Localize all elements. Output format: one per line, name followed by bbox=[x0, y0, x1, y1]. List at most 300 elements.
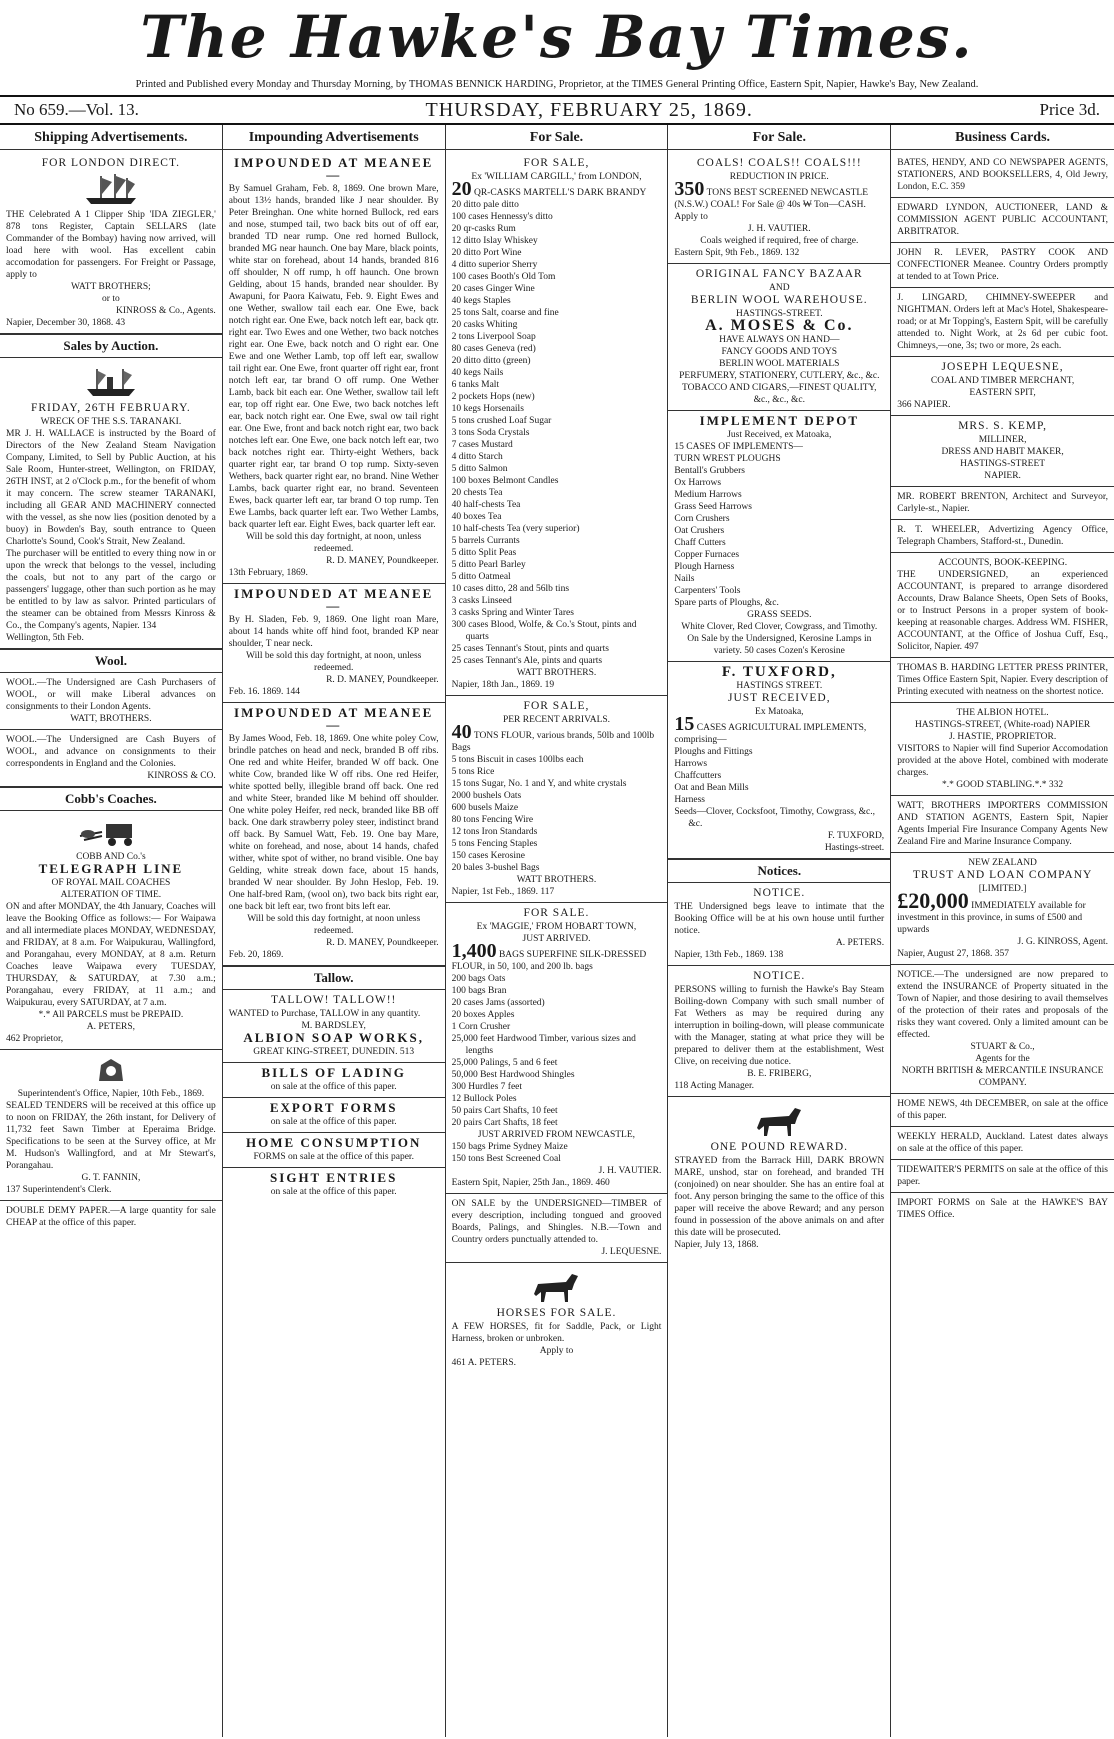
list-item: 2 tons Liverpool Soap bbox=[451, 332, 536, 342]
list-item: 20 casks Whiting bbox=[451, 320, 518, 330]
ad-signature: Hastings-street. bbox=[824, 843, 885, 853]
column-heading: For Sale. bbox=[668, 127, 890, 150]
list-item: Carpenters' Tools bbox=[674, 586, 741, 596]
ad-signature: WATT BROTHERS. bbox=[516, 875, 597, 885]
list-item: Medium Harrows bbox=[674, 490, 742, 500]
ad-recent-arrivals bbox=[446, 696, 668, 903]
ad-subtitle: HAVE ALWAYS ON HAND— bbox=[719, 335, 840, 345]
card-title: TRUST AND LOAN COMPANY bbox=[912, 869, 1093, 881]
list-item: 2000 bushels Oats bbox=[451, 791, 522, 801]
ad-street: HASTINGS STREET. bbox=[736, 681, 823, 691]
ad-agent: KINROSS & Co., Agents. bbox=[116, 306, 216, 316]
list-item: 40 kegs Staples bbox=[451, 296, 511, 306]
ad-cobb-coaches bbox=[0, 811, 222, 1050]
list-item: 10 cases ditto, 28 and 56lb tins bbox=[451, 584, 570, 594]
list-item: 20 bales 3-bushel Bags bbox=[451, 863, 540, 873]
section-heading: Notices. bbox=[668, 859, 890, 883]
ad-body: PERSONS willing to furnish the Hawke's Bay Steam Boiling-down Company with such small number of Fat Wethers as may be required during any interruption in boiling-down, will please communicate with the Manager, stating at what price they will be prepared to deliver them at the establishment, West Clive, on receiving due notice. bbox=[674, 985, 885, 1067]
ad-body: THE Undersigned begs leave to intimate that the Booking Office will be at his own house until further notice. bbox=[674, 902, 885, 936]
ad-signature: KINROSS & CO. bbox=[147, 771, 216, 781]
list-item: Bentall's Grubbers bbox=[674, 466, 745, 476]
column-for-sale-2 bbox=[668, 125, 891, 1737]
list-item: 100 cases Booth's Old Tom bbox=[451, 272, 556, 282]
ad-title: IMPLEMENT DEPOT bbox=[699, 413, 859, 428]
ad-signature: R. D. MANEY, Poundkeeper. bbox=[326, 675, 439, 685]
ad-sealed-tenders bbox=[0, 1050, 222, 1201]
ad-or: or to bbox=[102, 294, 120, 304]
masthead bbox=[0, 0, 1114, 75]
list-item: 5 tons Fencing Staples bbox=[451, 839, 538, 849]
card-body: THE UNDERSIGNED, an experienced ACCOUNTANT, is prepared to arrange disordered Accounts, Draw Balance Sheets, Open Sets of Books, or to Instruct Persons in a proper system of book-keeping at reasonable charges. Address WM. FISHER, ACCOUNTANT, at the Office of Joshua Cuff, Esq., Solicitor, Napier. 497 bbox=[897, 570, 1108, 652]
ad-title: SIGHT ENTRIES bbox=[270, 1170, 398, 1185]
list-item: 20 ditto Port Wine bbox=[451, 248, 522, 258]
list-item: 40 half-chests Tea bbox=[451, 500, 521, 510]
ad-signature: B. E. FRIBERG, bbox=[747, 1069, 812, 1079]
ad-quantity: 1,400 bbox=[451, 940, 497, 962]
ad-quantity: 15 bbox=[674, 713, 695, 735]
ad-body: WOOL.—The Undersigned are Cash Purchasers of WOOL, or will make Liberal advances on consignments to their London Agents. bbox=[6, 678, 216, 712]
ad-subtitle: GRASS SEEDS. bbox=[747, 610, 812, 620]
ad-signature: WATT BROTHERS. bbox=[516, 668, 597, 678]
card-sub: J. HASTIE, PROPRIETOR. bbox=[948, 732, 1057, 742]
card-bates-hendy bbox=[891, 153, 1114, 198]
ad-date: Napier, 1st Feb., 1869. 117 bbox=[451, 887, 555, 897]
ad-body: A FEW HORSES, fit for Saddle, Pack, or Light Harness, broken or unbroken. bbox=[451, 1322, 662, 1344]
ad-date: Eastern Spit, 9th Feb., 1869. 132 bbox=[674, 248, 800, 258]
list-item: Chaffcutters bbox=[674, 771, 722, 781]
card-body: TIDEWAITER'S PERMITS on sale at the office of this paper. bbox=[897, 1165, 1108, 1187]
list-item: 5 barrels Currants bbox=[451, 536, 520, 546]
card-address: 366 NAPIER. bbox=[897, 400, 951, 410]
column-heading: Business Cards. bbox=[891, 127, 1114, 150]
ad-wool-watt bbox=[0, 673, 222, 730]
ad-title: FOR SALE. bbox=[523, 907, 590, 919]
ad-address: GREAT KING-STREET, DUNEDIN. 513 bbox=[253, 1047, 415, 1057]
ad-demy-paper bbox=[0, 1201, 222, 1233]
list-item: 12 Bullock Poles bbox=[451, 1094, 517, 1104]
ad-body: By H. Sladen, Feb. 9, 1869. One light roan Mare, about 14 hands white off hind foot, branded KP near shoulder, T near neck. bbox=[228, 615, 439, 649]
ad-works: ALBION SOAP WORKS, bbox=[243, 1030, 424, 1045]
ad-subtitle: on sale at the office of this paper. bbox=[270, 1117, 397, 1127]
column-heading: For Sale. bbox=[446, 127, 668, 150]
list-item: 5 tons crushed Loaf Sugar bbox=[451, 416, 552, 426]
list-item: Spare parts of Ploughs, &c. bbox=[674, 598, 779, 608]
page-columns bbox=[0, 125, 1114, 1737]
column-heading: Impounding Advertisements bbox=[223, 127, 445, 150]
list-item: &c., &c., &c. bbox=[753, 395, 806, 405]
ad-maggie-hobart bbox=[446, 903, 668, 1194]
card-note: *.* GOOD STABLING.*.* 332 bbox=[942, 780, 1064, 790]
list-item: 150 tons Best Screened Coal bbox=[451, 1154, 561, 1164]
card-date: Napier, August 27, 1868. 357 bbox=[897, 949, 1009, 959]
ad-signature: F. TUXFORD, bbox=[827, 831, 885, 841]
column-heading: Shipping Advertisements. bbox=[0, 127, 222, 150]
ad-subtitle: PER RECENT ARRIVALS. bbox=[502, 715, 611, 725]
card-body: R. T. WHEELER, Advertizing Agency Office, Telegraph Chambers, Stafford-st., Dunedin. bbox=[897, 525, 1108, 547]
list-item: 25 tons Salt, coarse and fine bbox=[451, 308, 559, 318]
card-body: MR. ROBERT BRENTON, Architect and Surveyor, Carlyle-st., Napier. bbox=[897, 492, 1108, 514]
card-name: MRS. S. KEMP, bbox=[958, 420, 1047, 432]
ad-title: ONE POUND REWARD. bbox=[710, 1141, 848, 1153]
ad-subtitle: on sale at the office of this paper. bbox=[270, 1082, 397, 1092]
list-item: 200 bags Oats bbox=[451, 974, 506, 984]
list-item: 15 tons Sugar, No. 1 and Y, and white crystals bbox=[451, 779, 627, 789]
list-item: 20 ditto pale ditto bbox=[451, 200, 519, 210]
list-item: Ox Harrows bbox=[674, 478, 722, 488]
card-body: WATT, BROTHERS IMPORTERS COMMISSION AND STATION AGENTS, Eastern Spit, Napier Agents Imperial Fire Insurance Company Agents New Zealand Fire and Marine Insurance Company. bbox=[897, 801, 1108, 847]
list-item: TOBACCO AND CIGARS,—FINEST QUALITY, bbox=[682, 383, 877, 393]
list-item: 7 cases Mustard bbox=[451, 440, 513, 450]
ad-signature: A. PETERS, bbox=[86, 1022, 136, 1032]
list-item: 3 casks Linseed bbox=[451, 596, 512, 606]
section-heading: Wool. bbox=[0, 649, 222, 673]
list-item: Copper Furnaces bbox=[674, 550, 740, 560]
card-tidewaiter bbox=[891, 1160, 1114, 1193]
ad-implement-depot bbox=[668, 411, 890, 662]
card-body: J. LINGARD, CHIMNEY-SWEEPER and NIGHTMAN. Orders left at Mac's Hotel, Shakespeare-road; or at Mr Topping's, Eastern Spit, will be carefully attended to. Night Work, at 2s 6d per cubic foot. Chimneys,—one, 3s; two or more, 2s each. bbox=[897, 293, 1108, 351]
ad-body: The purchaser will be entitled to every thing now in or upon the wreck that belongs to the vessel, including the coals, but not to any part of the cargo or passengers' luggage, other than such portion as he may be entitled to by law as salvor. Printed particulars of the steamer can be obtained from Messrs Kinross & Co., the Company's agents, Napier. 134 bbox=[6, 549, 216, 631]
ad-title: COBB AND Co.'s bbox=[76, 852, 146, 862]
ad-subtitle: Ex Matoaka, bbox=[755, 707, 804, 717]
ad-body: STRAYED from the Barrack Hill, DARK BROWN MARE, unshod, star on forehead, and branded TH (conjoined) on near shoulder. She has an entire foal at foot. Any person bringing the same to the office of this paper will receive the above Reward; and any person found in possession of the above animals on and after this date will be prosecuted. bbox=[674, 1156, 885, 1238]
list-item: 4 ditto superior Sherry bbox=[451, 260, 538, 270]
ad-body: ON SALE by the UNDERSIGNED—TIMBER of every description, including tongued and grooved Boards, Palings, and Shingles. N.B.—Town and Country orders punctually attended to. bbox=[451, 1199, 662, 1245]
list-item: 20 cases Ginger Wine bbox=[451, 284, 535, 294]
ad-subtitle: REDUCTION IN PRICE. bbox=[729, 172, 829, 182]
ad-wool-kinross bbox=[0, 730, 222, 787]
ad-signature: J. H. VAUTIER. bbox=[747, 224, 811, 234]
list-item: 3 tons Soda Crystals bbox=[451, 428, 530, 438]
ad-note: *.* All PARCELS must be PREPAID. bbox=[38, 1010, 184, 1020]
list-item: 25,000 Palings, 5 and 6 feet bbox=[451, 1058, 558, 1068]
ad-title: JUST RECEIVED, bbox=[727, 692, 831, 704]
list-item: 150 cases Kerosine bbox=[451, 851, 525, 861]
card-body: IMPORT FORMS on Sale at the HAWKE'S BAY TIMES Office. bbox=[897, 1198, 1108, 1220]
ad-subtitle: WRECK OF THE S.S. TARANAKI. bbox=[40, 417, 182, 427]
ad-body: By Samuel Graham, Feb. 8, 1869. One brown Mare, about 13½ hands, branded like J near shoulder. By Peter Breinghan. One white horned Bullock, red ears and nose, stumped tail, two back bits out of off ear, branded TD near rump. One red horned Bullock, branded MG near haunch. One bay Mare, black points, white star on forehead, about 14 hands, branded 816 off shoulder, N off rump, h off haunch. One brown Gelding, about 15 hands, branded near shoulder. By Awapuni, for Paora Kaiwatu, Feb. 9. Eight Ewes and one Wether, swallow tail each ear. One Ewe, back notch right ear. One Ewe, back notch left ear, back qtr. right ear. Two Ewes and one Wether, two back notches right ear. One Ewe, back notch and O right ear. One Ewe and one Wether Lamb, top off left ear, swallow tail right ear. One Ewe, front quarter off right ear, front notch left ear, tar brand O off rump. One Wether Lamb, back bit each ear. One Wether, swallow tail left ear, top off right ear. One Ewe, two back notches left ear, back notch right ear. One Ewe, swal ow tail right ear. One Ewe, front and back notch right ear, two back notches left ear. One Ewe, one back notch left ear, two back notches right ear. Thirty-eight Wethers, back quarter right ear, tar brand O top rump. Sixty-seven Wethers, back quarter right ear, no brand. Nine Wether Lambs, back quarter right ear, no brand. Seventeen Ewes, back quarter left ear, tar brand O top rump. Ten Ewe Lambs, back quarter left ear. Two Wether Lambs, back quarter left ear. Eight Ewes, back quarter left ear. bbox=[228, 184, 439, 530]
list-item: 5 tons Rice bbox=[451, 767, 495, 777]
ad-notice-peters bbox=[668, 883, 890, 966]
issue-price: Price 3d. bbox=[1039, 100, 1100, 119]
item-list bbox=[452, 754, 662, 874]
column-for-sale bbox=[446, 125, 669, 1737]
ad-notice-boiling-down bbox=[668, 966, 890, 1097]
ad-subtitle: JUST ARRIVED. bbox=[522, 934, 591, 944]
ad-body: White Clover, Red Clover, Cowgrass, and Timothy. bbox=[681, 622, 878, 632]
ad-body: WOOL.—The Undersigned are Cash Buyers of WOOL, and advance on consignments to their correspondents in England and the Colonies. bbox=[6, 735, 216, 769]
ad-subtitle: on sale at the office of this paper. bbox=[270, 1187, 397, 1197]
section-heading: Sales by Auction. bbox=[0, 334, 222, 358]
ad-date: Feb. 20, 1869. bbox=[228, 950, 284, 960]
card-watt-brothers bbox=[891, 796, 1114, 853]
card-lever bbox=[891, 243, 1114, 288]
ad-signature: 462 Proprietor, bbox=[6, 1034, 64, 1044]
ad-office: Superintendent's Office, Napier, 10th Feb., 1869. bbox=[17, 1089, 205, 1099]
card-title: THE ALBION HOTEL. bbox=[956, 708, 1049, 718]
card-title: ACCOUNTS, BOOK-KEEPING. bbox=[938, 558, 1068, 568]
card-weekly-herald bbox=[891, 1127, 1114, 1160]
ad-fancy-bazaar bbox=[668, 264, 890, 411]
list-item: Oat and Bean Mills bbox=[674, 783, 749, 793]
card-body: THOMAS B. HARDING LETTER PRESS PRINTER, Times Office Eastern Spit, Napier. Every description of Printing executed with neatness on the shortest notice. bbox=[897, 663, 1108, 697]
list-item: 150 bags Prime Sydney Maize bbox=[451, 1142, 568, 1152]
card-line: MILLINER, bbox=[978, 435, 1027, 445]
ad-body: ON and after MONDAY, the 4th January, Coaches will leave the Booking Office as follows:— For Waipawa and all intermediate places MONDAY, WEDNESDAY, and FRIDAY, at 8 a.m. For Waipukurau, Wallingford, and Porangahau, every MONDAY, at 8 a.m. Return Coaches leave Waipawa every TUESDAY, THURSDAY, & SATURDAY, at 7.30 a.m.; Porangahau, every FRIDAY, at 11 a.m.; and Waipukurau, every SATURDAY, at 7 a.m. bbox=[6, 902, 216, 1008]
ad-signature: R. D. MANEY, Poundkeeper. bbox=[326, 556, 439, 566]
ad-lead: TONS BEST SCREENED NEWCASTLE (N.S.W.) COAL! For Sale @ 40s ₩ Ton—CASH. Apply to bbox=[674, 188, 869, 222]
ad-title: TALLOW! TALLOW!! bbox=[271, 994, 397, 1006]
ad-wreck-auction bbox=[0, 358, 222, 649]
list-item: 20 ditto ditto (green) bbox=[451, 356, 531, 366]
list-item: Harrows bbox=[674, 759, 708, 769]
ad-date: Napier, July 13, 1868. bbox=[674, 1240, 759, 1250]
list-item: Plough Harness bbox=[674, 562, 735, 572]
list-item: 1 Corn Crusher bbox=[451, 1022, 511, 1032]
ad-date: Eastern Spit, Napier, 25th Jan., 1869. 460 bbox=[451, 1178, 610, 1188]
ad-home-consumption bbox=[223, 1133, 445, 1168]
ad-title: IMPOUNDED AT MEANEE— bbox=[234, 705, 434, 732]
ad-impounded-2 bbox=[223, 584, 445, 703]
card-kemp bbox=[891, 416, 1114, 487]
ad-title: ORIGINAL FANCY BAZAAR bbox=[695, 268, 863, 280]
ad-body: SEALED TENDERS will be received at this office up to noon on FRIDAY, the 26th instant, for Delivery of 11,732 feet Sawn Timber at Eperaima Bridge. Specifications to be seen at the Survey office, at Mr M. Hudson's Wallingford, and at Mr Stewart's, Porangahau. bbox=[6, 1101, 216, 1171]
ad-signature: J. H. VAUTIER. bbox=[598, 1166, 662, 1176]
card-body: IMMEDIATELY available for investment in this province, in sums of £500 and upwards bbox=[897, 901, 1086, 935]
ad-title: FRIDAY, 26TH FEBRUARY. bbox=[30, 402, 191, 414]
list-item: 3 casks Spring and Winter Tares bbox=[451, 608, 574, 618]
ad-coals bbox=[668, 153, 890, 264]
card-harding bbox=[891, 658, 1114, 703]
card-lequesne bbox=[891, 357, 1114, 416]
card-sub: COAL AND TIMBER MERCHANT, bbox=[930, 376, 1075, 386]
ad-sale-notice: Will be sold this day fortnight, at noon, unless redeemed. bbox=[246, 532, 422, 554]
item-list bbox=[674, 746, 884, 830]
card-body: EDWARD LYNDON, AUCTIONEER, LAND & COMMISSION AGENT PUBLIC ACCOUNTANT, ARBITRATOR. bbox=[897, 203, 1108, 237]
royal-crest-icon bbox=[91, 1057, 131, 1085]
ad-sight-entries bbox=[223, 1168, 445, 1202]
ad-street: HASTINGS-STREET. bbox=[735, 309, 823, 319]
horse-icon bbox=[528, 1270, 584, 1304]
item-list bbox=[452, 199, 662, 667]
list-item: 10 kegs Horsenails bbox=[451, 404, 524, 414]
ad-signature: G. T. FANNIN, bbox=[81, 1173, 141, 1183]
item-list bbox=[452, 973, 662, 1129]
list-item: Nails bbox=[674, 574, 695, 584]
list-item: 10 half-chests Tea (very superior) bbox=[451, 524, 580, 534]
ad-date: Napier, 13th Feb., 1869. 138 bbox=[674, 950, 784, 960]
ad-signature: A. PETERS. bbox=[835, 938, 885, 948]
list-item: 25,000 feet Hardwood Timber, various sizes and lengths bbox=[451, 1034, 636, 1056]
list-item: 100 bags Bran bbox=[451, 986, 507, 996]
section-heading: Tallow. bbox=[223, 966, 445, 990]
ad-signature: J. LEQUESNE. bbox=[601, 1247, 662, 1257]
ad-note: Coals weighed if required, free of charge. bbox=[700, 236, 859, 246]
ad-signature: M. BARDSLEY, bbox=[301, 1021, 366, 1031]
list-item: 600 busels Maize bbox=[451, 803, 519, 813]
ad-signature: 137 Superintendent's Clerk. bbox=[6, 1185, 112, 1195]
ad-title: COALS! COALS!! COALS!!! bbox=[696, 157, 862, 169]
ad-quantity: 40 bbox=[451, 721, 472, 743]
list-item: 5 ditto Salmon bbox=[451, 464, 508, 474]
column-shipping bbox=[0, 125, 223, 1737]
list-item: 80 tons Fencing Wire bbox=[451, 815, 534, 825]
ad-date: Napier, 18th Jan., 1869. 19 bbox=[451, 680, 555, 690]
card-amount: £20,000 bbox=[897, 888, 969, 913]
ad-subtitle: Just Received, ex Matoaka, bbox=[727, 430, 832, 440]
stagecoach-icon bbox=[76, 818, 146, 848]
card-trust-loan bbox=[891, 853, 1114, 965]
list-item: 40 kegs Nails bbox=[451, 368, 504, 378]
card-body: JOHN R. LEVER, PASTRY COOK AND CONFECTIONER Meanee. Country Orders promptly at tended to at Town Price. bbox=[897, 248, 1108, 282]
ad-impounded-3 bbox=[223, 703, 445, 966]
list-item: 300 cases Blood, Wolfe, & Co.'s Stout, pints and quarts bbox=[451, 620, 637, 642]
ad-body: By James Wood, Feb. 18, 1869. One white poley Cow, brindle patches on head and neck, branded B off ribs. One red and white Heifer, branded W off back. One white Cow, branded like W off ribs. One red Heifer, white spotted belly, illegible brand off back. One red and white Steer, branded like M behind off shoulder. One white poley Heifer, red neck, branded like BB off back. One dark strawberry poley steer, indistinct brand off back. By Samuel Watt, Feb. 19. One bay Mare, white on forehead, and nose, about 14 hands, chafed wither, white spot of wither, no brand visible. One bay Gelding, white streak down face, about 15 hands, branded W near shoulder. By John Heslop, Feb. 19. One half-bred Ram, (wool on), two back bits right ear, one back bit left ear, two front bits left ear. bbox=[228, 734, 439, 912]
list-item: 4 ditto Starch bbox=[451, 452, 503, 462]
ad-signature: WATT, BROTHERS. bbox=[70, 714, 152, 724]
list-item: 5 tons Biscuit in cases 100lbs each bbox=[451, 755, 584, 765]
card-address: HASTINGS-STREET, (White-road) NAPIER bbox=[914, 720, 1091, 730]
list-item: Corn Crushers bbox=[674, 514, 730, 524]
card-title: NEW ZEALAND bbox=[968, 858, 1037, 868]
ad-tuxford bbox=[668, 662, 890, 859]
list-item: Grass Seed Harrows bbox=[674, 502, 752, 512]
list-item: 12 ditto Islay Whiskey bbox=[451, 236, 538, 246]
list-item: Harness bbox=[674, 795, 705, 805]
issue-number: No 659.—Vol. 13. bbox=[14, 100, 139, 119]
column-impounding bbox=[223, 125, 446, 1737]
list-item: 100 boxes Belmont Candles bbox=[451, 476, 559, 486]
list-item: 20 qr-casks Rum bbox=[451, 224, 516, 234]
list-item: PERFUMERY, STATIONERY, CUTLERY, &c., &c. bbox=[679, 371, 880, 381]
ad-title: F. TUXFORD, bbox=[721, 664, 837, 680]
list-item: 50,000 Best Hardwood Shingles bbox=[451, 1070, 575, 1080]
card-wheeler bbox=[891, 520, 1114, 553]
newspaper-title: The Hawke's Bay Times. bbox=[140, 3, 974, 71]
list-item: 20 pairs Cart Shafts, 18 feet bbox=[451, 1118, 558, 1128]
list-item: 20 boxes Apples bbox=[451, 1010, 515, 1020]
ad-signature: R. D. MANEY, Poundkeeper. bbox=[326, 938, 439, 948]
card-signature: Agents for the bbox=[975, 1054, 1030, 1064]
section-heading: Cobb's Coaches. bbox=[0, 787, 222, 811]
horse-icon bbox=[751, 1104, 807, 1138]
card-brenton bbox=[891, 487, 1114, 520]
dateline bbox=[0, 95, 1114, 125]
ad-lead: CASES AGRICULTURAL IMPLEMENTS, comprising— bbox=[674, 723, 867, 745]
list-item: 20 cases Jams (assorted) bbox=[451, 998, 545, 1008]
card-body: BATES, HENDY, AND CO NEWSPAPER AGENTS, STATIONERS, AND BOOKSELLERS, 4, Old Jewry, London, E.C. 359 bbox=[897, 158, 1108, 192]
ad-london-direct bbox=[0, 153, 222, 334]
list-item: Ploughs and Fittings bbox=[674, 747, 753, 757]
card-address: EASTERN SPIT, bbox=[969, 388, 1036, 398]
card-line: HASTINGS-STREET bbox=[960, 459, 1046, 469]
list-item: 25 cases Tennant's Ale, pints and quarts bbox=[451, 656, 603, 666]
ad-body: THE Celebrated A 1 Clipper Ship 'IDA ZIEGLER,' 878 tons Register, Captain SELLARS (late Commander of the Bombay) having now arrived, will load here with wool. Has excellent cabin accomodation for passengers. For Freight or Passage, apply to bbox=[6, 210, 216, 280]
ad-quantity: 350 bbox=[674, 178, 705, 200]
item-list bbox=[452, 1141, 662, 1165]
ad-date: 13th February, 1869. bbox=[228, 568, 308, 578]
card-import-forms bbox=[891, 1193, 1114, 1225]
card-name: JOSEPH LEQUESNE, bbox=[941, 361, 1064, 373]
list-item: 40 boxes Tea bbox=[451, 512, 502, 522]
card-signature: STUART & Co., bbox=[970, 1042, 1035, 1052]
ad-moses: A. MOSES & Co. bbox=[705, 317, 854, 334]
ad-body: MR J. H. WALLACE is instructed by the Board of Directors of the New Zealand Steam Navigation Company, Limited, to Sell by Public Auction, at his Sale Room, Hunter-street, Wellington, on FRIDAY, 26TH INST, at 2 o'Clock p.m., for the benefit of whom it may concern. The screw steamer TARANAKI, including all GEAR AND MACHINERY connected with the vessel, as she now lies (position denoted by a buoy) in Bowden's Bay, south entrance to Queen Charlotte's Sound, Cook's Strait, New Zealand. bbox=[6, 429, 216, 547]
ad-body: DOUBLE DEMY PAPER.—A large quantity for sale CHEAP at the office of this paper. bbox=[6, 1206, 216, 1228]
ad-title: NOTICE. bbox=[753, 887, 806, 899]
card-home-news bbox=[891, 1094, 1114, 1127]
ad-lead: QR-CASKS MARTELL'S DARK BRANDY bbox=[473, 188, 647, 198]
ad-sale-notice: Will be sold this day fortnight, at noon, unless redeemed. bbox=[246, 651, 422, 673]
ad-signature: Apply to bbox=[539, 1346, 574, 1356]
ad-quantity: 20 bbox=[451, 178, 472, 200]
card-insurance bbox=[891, 965, 1114, 1094]
list-item: Chaff Cutters bbox=[674, 538, 726, 548]
ad-title: HOME CONSUMPTION bbox=[246, 1135, 422, 1150]
card-lingard bbox=[891, 288, 1114, 357]
ad-lead: 15 CASES OF IMPLEMENTS— bbox=[674, 442, 803, 452]
list-item: 12 tons Iron Standards bbox=[451, 827, 538, 837]
imprint-line: Printed and Published every Monday and Thursday Morning, by THOMAS BENNICK HARDING, Proprietor, at the TIMES General Printing Office, Eastern Spit, Napier, Hawke's Bay, New Zealand. bbox=[135, 79, 979, 90]
ad-title: FOR LONDON DIRECT. bbox=[41, 157, 180, 169]
ad-william-cargill bbox=[446, 153, 668, 696]
issue-date: THURSDAY, FEBRUARY 25, 1869. bbox=[425, 98, 753, 121]
card-accounts bbox=[891, 553, 1114, 658]
ad-horses bbox=[446, 1263, 668, 1373]
list-item: 6 tanks Malt bbox=[451, 380, 500, 390]
ad-agent: WATT BROTHERS; bbox=[71, 282, 151, 292]
ad-subtitle: Ex 'MAGGIE,' FROM HOBART TOWN, bbox=[476, 922, 637, 932]
card-sub: [LIMITED.] bbox=[978, 884, 1027, 894]
card-line: NAPIER. bbox=[984, 471, 1021, 481]
ad-body: On Sale by the Undersigned, Kerosine Lamps in variety. 50 cases Cozen's Kerosine bbox=[687, 634, 872, 656]
item-list bbox=[674, 453, 884, 609]
ad-title: BERLIN WOOL WAREHOUSE. bbox=[690, 294, 868, 306]
card-albion-hotel bbox=[891, 703, 1114, 796]
card-signature: NORTH BRITISH & MERCANTILE INSURANCE COMPANY. bbox=[901, 1066, 1104, 1088]
ad-date: Feb. 16. 1869. 144 bbox=[228, 687, 301, 697]
card-line: DRESS AND HABIT MAKER, bbox=[941, 447, 1064, 457]
list-item: TURN WREST PLOUGHS bbox=[674, 454, 781, 464]
steamship-icon bbox=[81, 365, 141, 399]
list-item: 100 cases Hennessy's ditto bbox=[451, 212, 553, 222]
ad-subtitle: Ex 'WILLIAM CARGILL,' from LONDON, bbox=[471, 172, 642, 182]
ad-lead: BAGS SUPERFINE SILK-DRESSED FLOUR, in 50, 100, and 200 lb. bags bbox=[451, 950, 647, 972]
sailing-ship-icon bbox=[81, 172, 141, 206]
ad-title: EXPORT FORMS bbox=[269, 1100, 398, 1115]
ad-subtitle: JUST ARRIVED FROM NEWCASTLE, bbox=[477, 1130, 636, 1140]
ad-signature: 461 A. PETERS. bbox=[451, 1358, 516, 1368]
ad-title: HORSES FOR SALE. bbox=[496, 1307, 617, 1319]
card-signature: J. G. KINROSS, Agent. bbox=[1017, 937, 1108, 947]
list-item: BERLIN WOOL MATERIALS bbox=[719, 359, 840, 369]
ad-title: NOTICE. bbox=[753, 970, 806, 982]
list-item: 80 cases Geneva (red) bbox=[451, 344, 536, 354]
ad-title: IMPOUNDED AT MEANEE— bbox=[234, 155, 434, 182]
ad-date: Napier, December 30, 1868. 43 bbox=[6, 318, 126, 328]
card-body: WEEKLY HERALD, Auckland. Latest dates always on sale at the office of this paper. bbox=[897, 1132, 1108, 1154]
ad-title: FOR SALE, bbox=[523, 700, 590, 712]
ad-signature: 118 Acting Manager. bbox=[674, 1081, 754, 1091]
ad-title: BILLS OF LADING bbox=[261, 1065, 406, 1080]
list-item: Seeds—Clover, Cocksfoot, Timothy, Cowgrass, &c., &c. bbox=[674, 807, 876, 829]
ad-tallow bbox=[223, 990, 445, 1063]
list-item: 2 pockets Hops (new) bbox=[451, 392, 535, 402]
ad-reward bbox=[668, 1097, 890, 1255]
ad-bills-of-lading bbox=[223, 1063, 445, 1098]
list-item: 25 cases Tennant's Stout, pints and quarts bbox=[451, 644, 609, 654]
ad-subtitle: ALTERATION OF TIME. bbox=[60, 890, 162, 900]
ad-lead: TONS FLOUR, various brands, 50lb and 100lb Bags bbox=[451, 731, 655, 753]
